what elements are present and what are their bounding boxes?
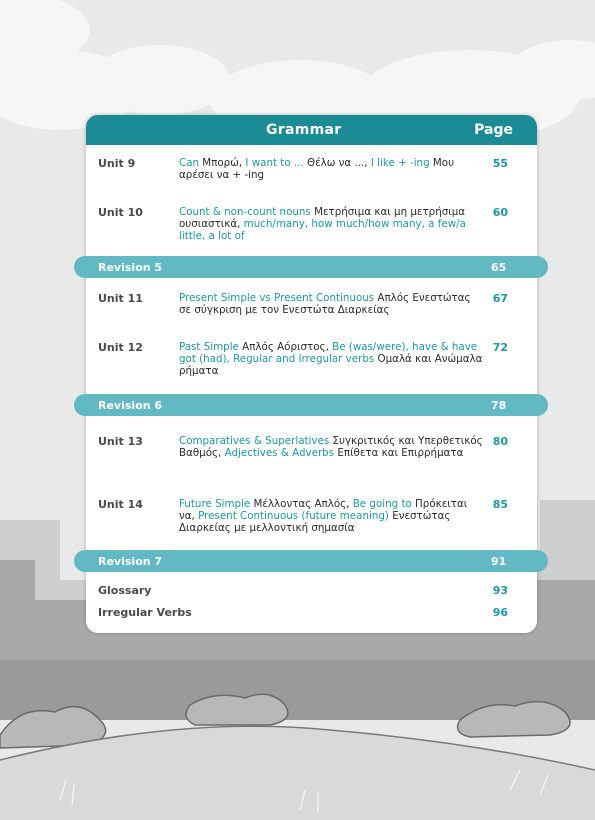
greek-description: Ομαλά και Ανώμαλα ρήματα [179,353,483,377]
unit-label: Unit 12 [98,341,143,354]
grammar-topic: Past Simple [179,341,239,353]
unit-label: Unit 11 [98,292,143,305]
grammar-topic: Present Continuous (future meaning) [198,510,389,522]
page-number: 80 [492,435,508,448]
grammar-topic: Be going to [352,498,412,510]
revision-label: Revision 5 [98,261,163,274]
page-number: 91 [491,555,507,568]
grammar-topic: I like + -ing [370,157,430,169]
greek-description: Ενεστώτας Διαρκείας με μελλοντική σημασία [179,510,451,534]
greek-description: Επίθετα και Επιρρήματα [334,447,464,459]
greek-description: Απλός Αόριστος, [238,341,333,353]
page-number: 93 [492,584,508,597]
unit-description [179,341,483,377]
page-number: 72 [492,341,508,354]
unit-label: Unit 13 [98,435,143,448]
greek-description: Μετρήσιμα και μη μετρήσιμα ουσιαστικά, [179,206,466,230]
greek-description: Μου αρέσει να + -ing [179,157,455,181]
revision-label: Revision 7 [98,555,163,568]
grammar-topic: Adjectives & Adverbs [224,447,335,459]
table-header [86,115,537,145]
irregular-verbs-label: Irregular Verbs [98,606,192,619]
page-number: 55 [492,157,508,170]
greek-description: Θέλω να ..., [303,157,371,169]
revision-7-bar[interactable] [74,550,548,572]
page-number: 60 [492,206,508,219]
unit-description [179,292,483,316]
page-number: 96 [492,606,508,619]
greek-description: Πρόκειται να, [179,498,468,522]
unit-description [179,435,483,459]
unit-description [179,157,483,181]
revision-label: Revision 6 [98,399,163,412]
grammar-topic: Can [179,157,200,169]
page-heading: Page [474,122,513,138]
page-number: 85 [492,498,508,511]
grammar-heading: Grammar [266,122,342,138]
grammar-topic: Future Simple [179,498,251,510]
grammar-topic: Present Simple vs Present Continuous [179,292,375,304]
grammar-topic: Count & non-count nouns [179,206,311,218]
greek-description: Μέλλοντας Απλός, [250,498,353,510]
page-number: 67 [492,292,508,305]
grammar-topic: Be (was/were), have & have got (had), Regular and Irregular verbs [179,341,478,365]
page-number: 78 [491,399,507,412]
unit-label: Unit 9 [98,157,136,170]
grammar-topic: much/many, how much/how many, a few/a little, a lot of [179,218,466,242]
page-number: 65 [491,261,507,274]
revision-5-bar[interactable] [74,256,548,278]
unit-label: Unit 10 [98,206,143,219]
greek-description: Συγκριτικός και Υπερθετικός Βαθμός, [179,435,483,459]
glossary-label: Glossary [98,584,152,597]
grammar-topic: Comparatives & Superlatives [179,435,330,447]
unit-label: Unit 14 [98,498,143,511]
unit-description [179,206,483,242]
unit-description [179,498,483,534]
grammar-topic: I want to ... [245,157,304,169]
greek-description: Μπορώ, [199,157,246,169]
greek-description: Απλός Ενεστώτας σε σύγκριση με τον Ενεστώτα Διαρκείας [179,292,471,316]
revision-6-bar[interactable] [74,394,548,416]
